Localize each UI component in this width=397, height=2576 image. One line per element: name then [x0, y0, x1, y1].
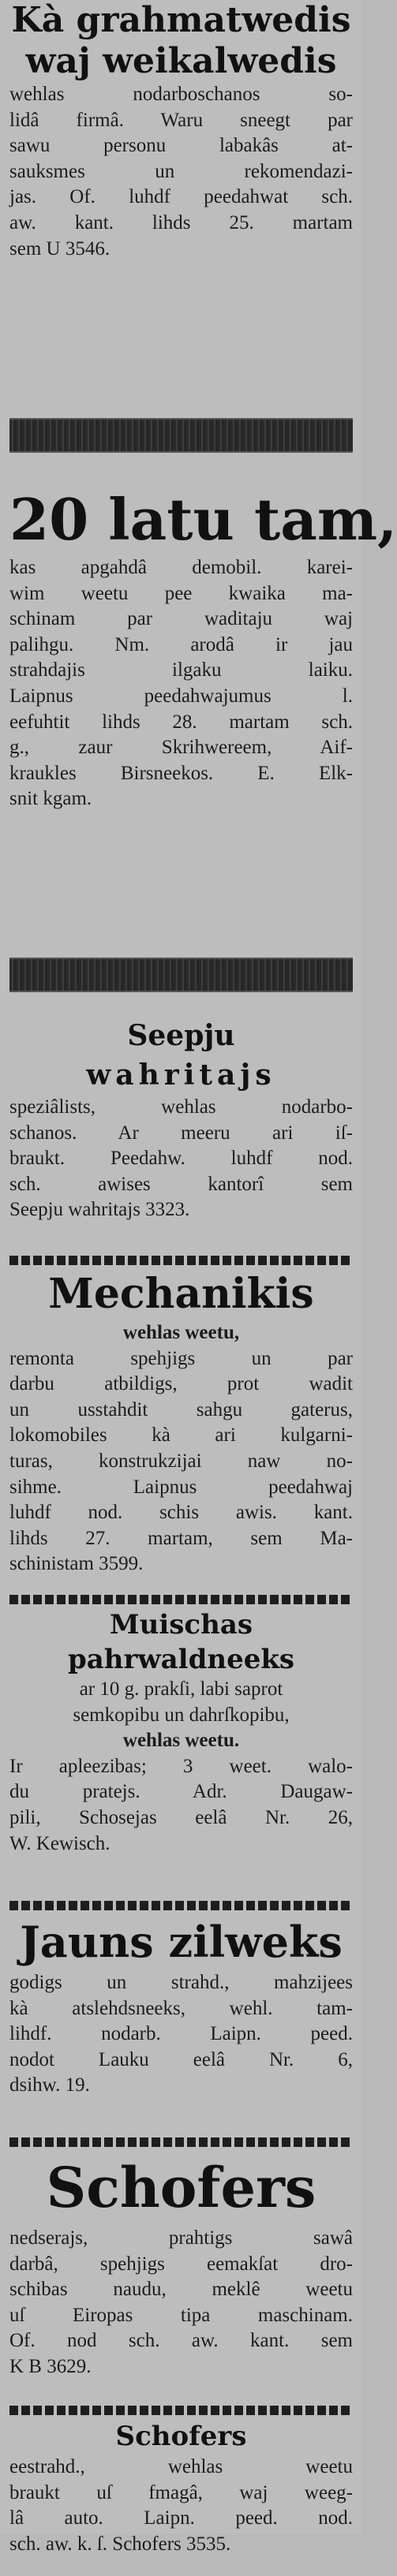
- black-divider-bar: [9, 958, 353, 992]
- ad-text-line: braukt uſ fmagâ, waj weeg-: [9, 2481, 353, 2503]
- dotted-divider: [9, 1901, 353, 1910]
- ad-heading-line: Kà grahmatwedis: [11, 0, 351, 40]
- ad-text-line: nedserajs, prahtigs sawâ: [9, 2227, 353, 2249]
- classified-ad-young-man: [9, 1913, 353, 2134]
- ad-body: [9, 82, 353, 262]
- ad-heading: [9, 0, 353, 82]
- dotted-divider: [9, 2137, 353, 2147]
- ad-subheading: [9, 1320, 353, 1346]
- ad-text-line: schibas naudu, meklê weetu: [9, 2279, 353, 2301]
- dotted-divider: [9, 1256, 353, 1265]
- ad-text-line: ar 10 g. prakſi, labi saprot: [79, 1678, 283, 1700]
- ad-text-line: palihgu. Nm. arodâ ir jau: [9, 633, 353, 655]
- ad-body: [9, 1754, 353, 1857]
- ad-text-line: dsihw. 19.: [9, 2074, 90, 2096]
- ad-body: [9, 555, 353, 812]
- ad-text-line: remonta spehjigs un par: [9, 1347, 353, 1369]
- ad-text-line: lihds 27. martam, sem Ma-: [9, 1527, 353, 1549]
- ad-body: [9, 1095, 353, 1223]
- ad-text-line: uſ Eiropas tipa maschinam.: [9, 2304, 353, 2326]
- ad-heading-line: Mechanikis: [48, 1270, 314, 1318]
- ad-heading-line: Seepju: [127, 1019, 235, 1052]
- ad-text-line: schinistam 3599.: [9, 1553, 144, 1575]
- classified-ad-chauffeur: [9, 2150, 353, 2402]
- ad-heading-line: Schofers: [46, 2155, 316, 2220]
- ad-heading: [9, 484, 397, 555]
- ad-text-line: eefuhtit lihds 28. martam sch.: [9, 711, 353, 733]
- classified-ad-chauffeur-2: [9, 2418, 353, 2576]
- classified-ad-mechanic: [9, 1268, 353, 1592]
- ad-subheading-line: wehlas weetu,: [122, 1322, 240, 1343]
- ad-heading: [9, 1913, 353, 1970]
- ad-heading-line: 20 latu tam,: [9, 486, 397, 553]
- ad-body: [9, 2226, 353, 2380]
- ad-text-line: K B 3629.: [9, 2355, 92, 2377]
- ad-text-line: luhdf nod. schis awis. kant.: [9, 1502, 353, 1524]
- ad-heading-line: Jauns zilweks: [20, 1917, 343, 1967]
- ad-text-line: sem U 3546.: [9, 237, 110, 259]
- ad-text-line: sch. awises kantorî sem: [9, 1173, 353, 1195]
- ad-text-line: pili, Schosejas eelâ Nr. 26,: [9, 1806, 353, 1828]
- ad-heading: [9, 1016, 353, 1095]
- ad-text-line: wehlas weetu.: [122, 1730, 240, 1752]
- ad-text-line: snit kgam.: [9, 788, 92, 810]
- ad-text-line: wehlas nodarboschanos so-: [9, 84, 353, 105]
- ad-intro: [9, 1677, 353, 1754]
- ad-text-line: lâ auto. Laipn. peed. nod.: [9, 2507, 353, 2529]
- ad-heading-line: Muischas: [109, 1609, 253, 1641]
- black-divider-bar: [9, 418, 353, 453]
- ad-text-line: turas, konstrukzijai naw no-: [9, 1450, 353, 1472]
- classified-ad-reward: [9, 484, 397, 863]
- ad-text-line: sihme. Laipnus peedahwaj: [9, 1476, 353, 1498]
- ad-text-line: schanos. Ar meeru ari iſ-: [9, 1122, 353, 1144]
- ad-text-line: wim weetu pee kwaika ma-: [9, 582, 353, 604]
- ad-text-line: nodot Lauku eelâ Nr. 6,: [9, 2048, 353, 2070]
- ad-body: [9, 1970, 353, 2099]
- ad-text-line: kà atslehdsneeks, wehl. tam-: [9, 1997, 353, 2019]
- ad-text-line: Ir apleezibas; 3 weet. walo-: [9, 1755, 353, 1777]
- ad-text-line: speziâlists, wehlas nodarbo-: [9, 1096, 353, 1118]
- ad-text-line: strahdajis ilgaku laiku.: [9, 659, 353, 681]
- ad-text-line: Seepju wahritajs 3323.: [9, 1199, 190, 1221]
- ad-heading-line: pahrwaldneeks: [67, 1644, 295, 1675]
- ad-text-line: kraukles Birsneekos. E. Elk-: [9, 762, 353, 784]
- ad-heading: [9, 1268, 353, 1320]
- ad-text-line: sawu personu labakâs at-: [9, 135, 353, 157]
- ad-text-line: sauksmes un rekomendazi-: [9, 160, 353, 182]
- ad-heading: [9, 2418, 353, 2455]
- ad-text-line: g., zaur Skrihwereem, Aif-: [9, 737, 353, 759]
- ad-text-line: Laipnus peedahwajumus l.: [9, 685, 353, 707]
- classified-ad-clerk: [9, 0, 353, 259]
- ad-text-line: kas apgahdâ demobil. karei-: [9, 557, 353, 578]
- ad-heading: [9, 2150, 353, 2226]
- ad-text-line: jas. Of. luhdf peedahwat sch.: [9, 186, 353, 208]
- dotted-divider: [9, 1595, 353, 1604]
- ad-text-line: semkopibu un dahrſkopibu,: [73, 1704, 290, 1726]
- ad-text-line: du pratejs. Adr. Daugaw-: [9, 1781, 353, 1803]
- classified-ad-soap-maker: [9, 1016, 353, 1253]
- classified-ad-estate-manager: [9, 1607, 353, 1898]
- ad-text-line: lokomobiles kà ari kulgarni-: [9, 1424, 353, 1447]
- ad-text-line: un usstahdit sahgu gaterus,: [9, 1398, 353, 1421]
- ad-text-line: Of. nod sch. aw. kant. sem: [9, 2330, 353, 2352]
- ad-text-line: braukt. Peedahw. luhdf nod.: [9, 1148, 353, 1170]
- dotted-divider: [9, 2406, 353, 2415]
- ad-heading-line: Schofers: [115, 2421, 247, 2452]
- ad-text-line: schinam par waditaju waj: [9, 608, 353, 630]
- ad-text-line: godigs un strahd., mahzijees: [9, 1972, 353, 1993]
- ad-body: [9, 1346, 353, 1577]
- ad-text-line: aw. kant. lihds 25. martam: [9, 211, 353, 233]
- ad-heading-line: wahritajs: [86, 1058, 276, 1092]
- ad-text-line: eestrahd., wehlas weetu: [9, 2456, 353, 2477]
- ad-text-line: lidâ firmâ. Waru sneegt par: [9, 109, 353, 131]
- ad-text-line: darbâ, spehjigs eemakſat dro-: [9, 2253, 353, 2275]
- ad-body: [9, 2455, 353, 2557]
- ad-text-line: sch. aw. k. ſ. Schofers 3535.: [9, 2533, 231, 2555]
- ad-text-line: W. Kewisch.: [9, 1832, 110, 1854]
- ad-text-line: darbu atbildigs, prot wadit: [9, 1373, 353, 1395]
- ad-heading-line: waj weikalwedis: [25, 41, 337, 81]
- ad-heading: [9, 1607, 353, 1677]
- ad-text-line: lihdf. nodarb. Laipn. peed.: [9, 2023, 353, 2045]
